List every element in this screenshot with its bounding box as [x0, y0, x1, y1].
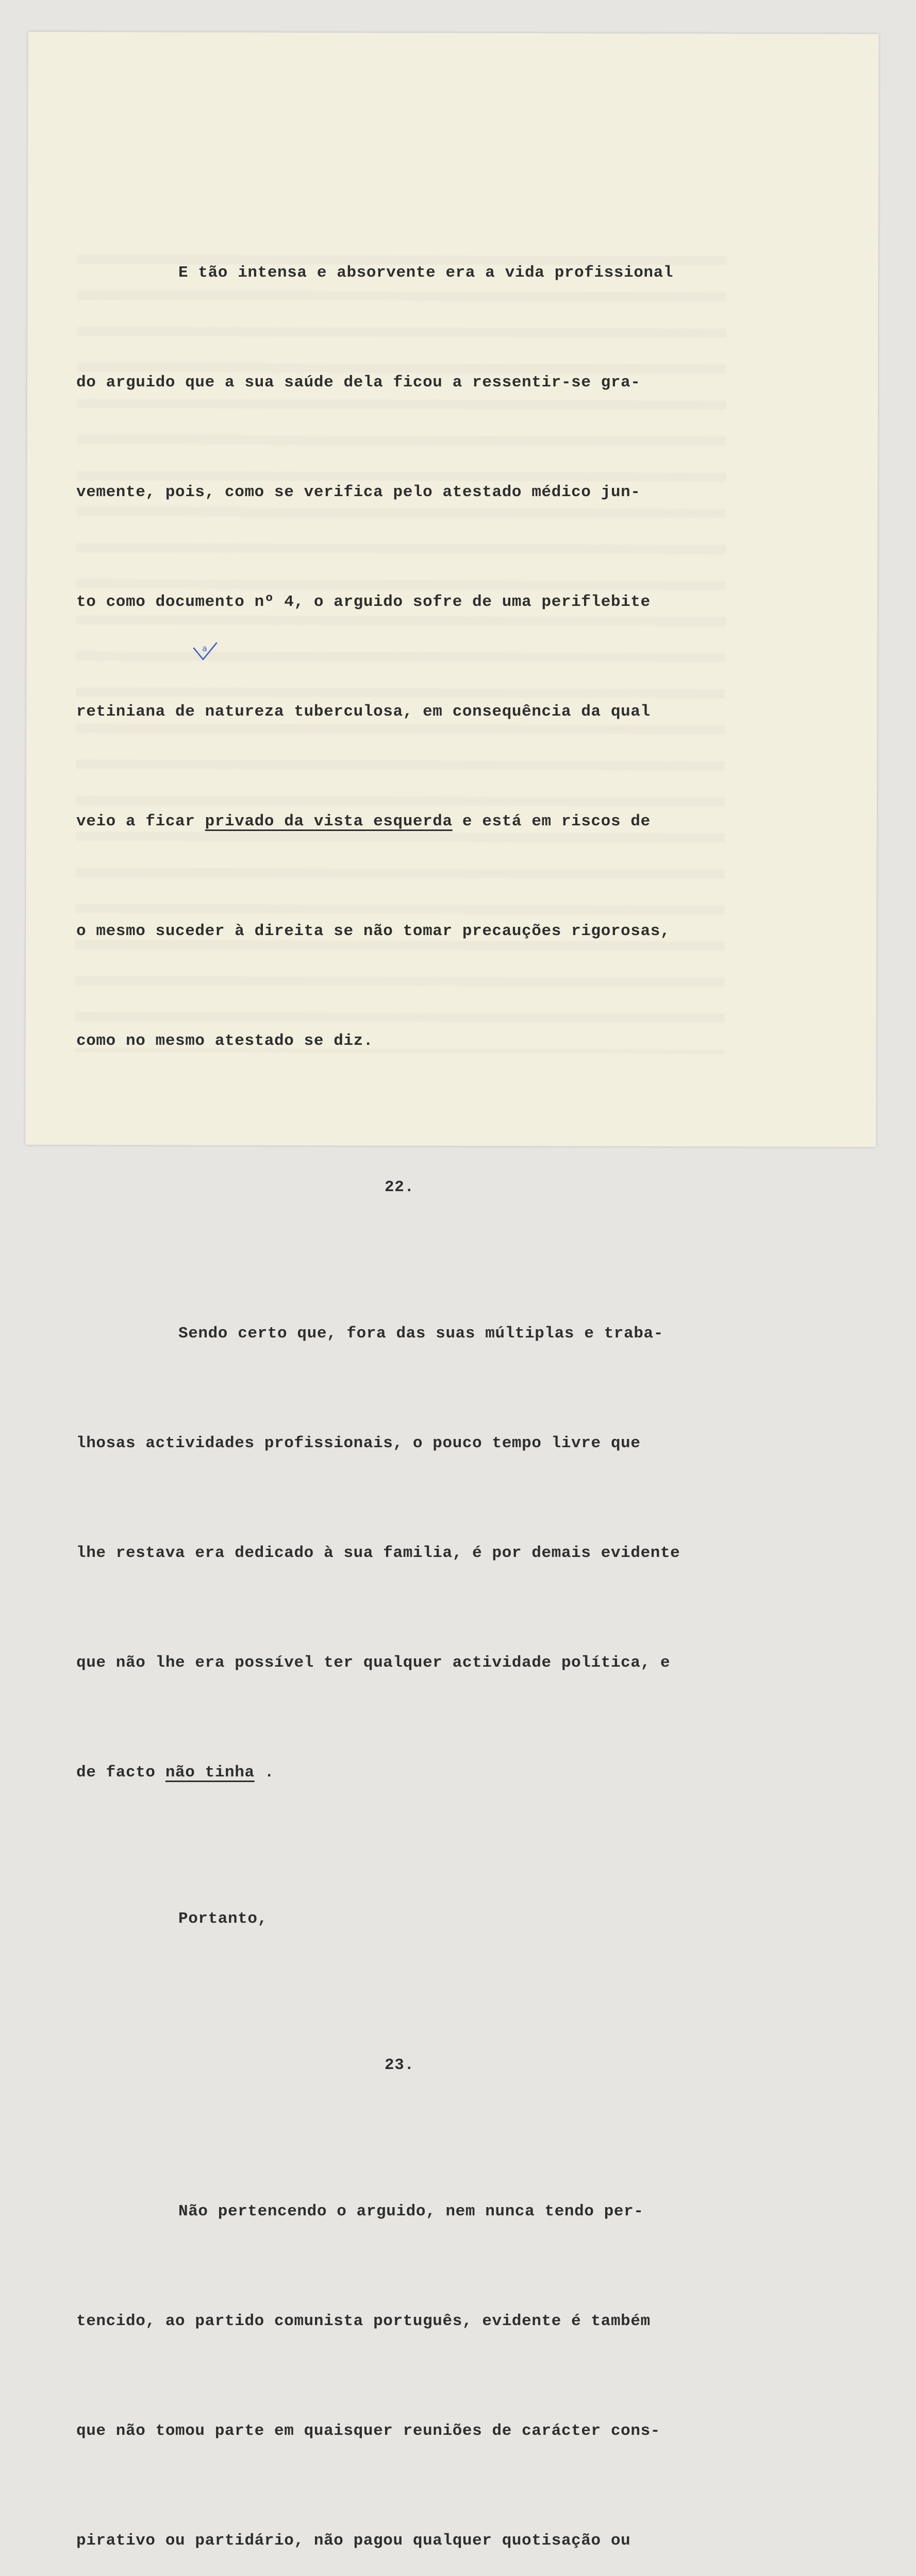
- paragraph-line: [76, 1754, 710, 1791]
- paragraph-line: o mesmo suceder à direita se não tomar precauções rigorosas,: [76, 922, 671, 940]
- paragraph-line: Não pertencendo o arguido, nem nunca tendo per-: [178, 2202, 644, 2221]
- paragraph-line: lhosas actividades profissionais, o pouco tempo livre que: [76, 1434, 641, 1452]
- handwritten-insertion-mark: [191, 641, 220, 662]
- handwritten-letter: a: [202, 643, 207, 653]
- underlined-phrase: não tinha: [165, 1764, 255, 1782]
- paragraph-line: do arguido que a sua saúde dela ficou a ressentir-se gra-: [76, 374, 641, 392]
- paragraph-line: E tão intensa e absorvente era a vida profissional: [178, 264, 674, 282]
- paragraph-line: to como documento nº 4, o arguido sofre de uma periflebite: [76, 593, 651, 611]
- paragraph-line: pirativo ou partidário, não pagou qualquer quotisação ou: [76, 2532, 631, 2550]
- text-segment: veio a ficar: [76, 812, 205, 831]
- paragraph-line: que não lhe era possível ter qualquer actividade política, e: [76, 1654, 671, 1672]
- paragraph-line: tencido, ao partido comunista português, evidente é também: [76, 2312, 651, 2330]
- paragraph-line: que não tomou parte em quaisquer reuniões de carácter cons-: [76, 2422, 660, 2440]
- text-segment: e está em riscos de: [452, 812, 651, 831]
- text-segment: de facto: [76, 1764, 165, 1782]
- section-number: 22.: [385, 1178, 414, 1196]
- paragraph-line: retiniana de natureza tuberculosa, em consequência da qual: [76, 703, 651, 721]
- paragraph-line: como no mesmo atestado se diz.: [76, 1032, 374, 1050]
- paragraph-line: lhe restava era dedicado à sua familia, é por demais evidente: [76, 1544, 680, 1562]
- paragraph-line: vemente, pois, como se verifica pelo atestado médico jun-: [76, 483, 641, 501]
- paragraph-line: Sendo certo que, fora das suas múltiplas e traba-: [178, 1325, 663, 1343]
- text-segment: .: [254, 1764, 275, 1782]
- typed-document: [76, 181, 710, 2576]
- paragraph-line: [76, 803, 710, 840]
- underlined-phrase: privado da vista esquerda: [205, 812, 453, 831]
- section-number: 23.: [385, 2056, 414, 2074]
- portanto-line: Portanto,: [178, 1910, 268, 1928]
